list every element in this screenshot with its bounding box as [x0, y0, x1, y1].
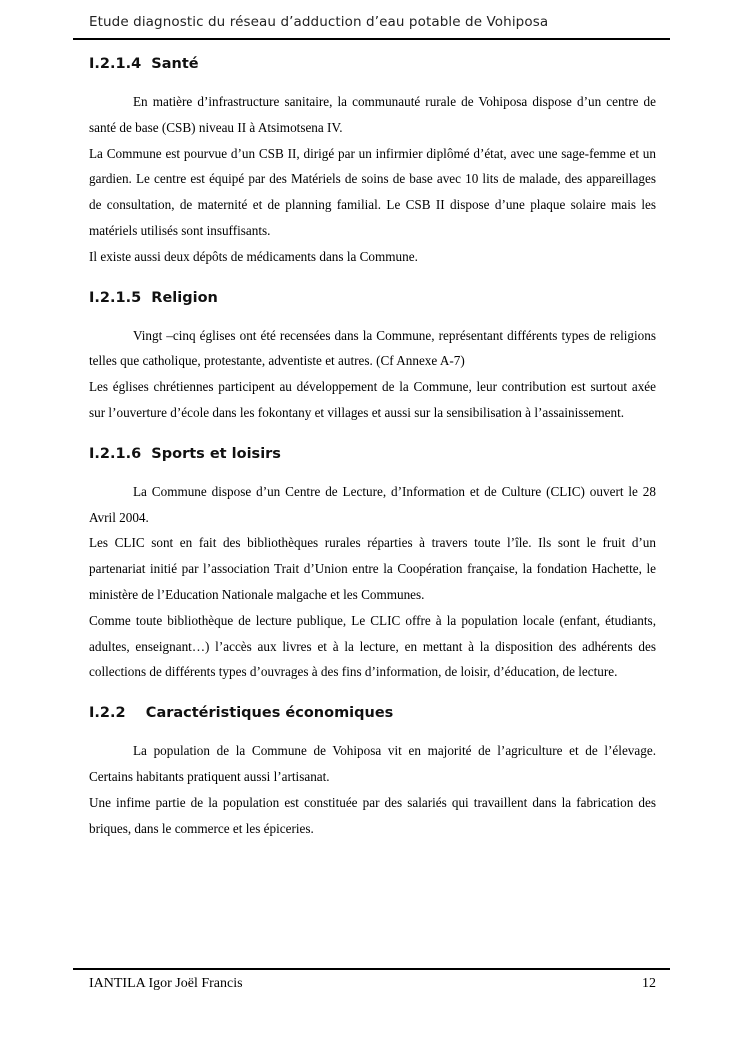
page-body: [89, 52, 656, 841]
section-heading-economie: [89, 701, 656, 729]
paragraph: Il existe aussi deux dépôts de médicaments dans la Commune.: [89, 248, 418, 264]
section-number: I.2.1.5: [89, 289, 142, 306]
paragraph: Les églises chrétiennes participent au développement de la Commune, leur contribution est surtout axée sur l’ouverture d’école dans les fokontany et villages et aussi sur la sensibilisation à l’assainissement.: [89, 379, 656, 420]
paragraph: La Commune dispose d’un Centre de Lecture, d’Information et de Culture (CLIC) ouvert le 28 Avril 2004.: [89, 483, 656, 525]
paragraph: Vingt –cinq églises ont été recensées dans la Commune, représentant différents types de religions telles que catholique, protestante, adventiste et autres. (Cf Annexe A-7): [89, 327, 656, 369]
paragraph: En matière d’infrastructure sanitaire, la communauté rurale de Vohiposa dispose d’un centre de santé de base (CSB) niveau II à Atsimotsena IV.: [89, 94, 656, 135]
section-heading-religion: [89, 286, 656, 314]
header-rule: [73, 38, 670, 40]
section-title: Sports et loisirs: [151, 445, 281, 462]
section-title: Religion: [151, 289, 218, 306]
footer-rule: [73, 968, 670, 970]
section-heading-sante: [89, 52, 656, 80]
paragraph: Une infime partie de la population est constituée par des salariés qui travaillent dans la fabrication des briques, dans le commerce et les épiceries.: [89, 794, 656, 836]
footer-author: IANTILA Igor Joël Francis: [89, 976, 243, 991]
section-number: I.2.1.4: [89, 56, 142, 72]
running-header: Etude diagnostic du réseau d’adduction d’eau potable de Vohiposa: [89, 14, 549, 30]
paragraph: Comme toute bibliothèque de lecture publique, Le CLIC offre à la population locale (enfant, étudiants, adultes, enseignant…) l’accès aux livres et à la lecture, en mettant à la disposition des adhérents des collections de différents types d’ouvrages à des fins d’information, de loisir, d’éducation, de lecture.: [89, 612, 656, 680]
paragraph: La population de la Commune de Vohiposa vit en majorité de l’agriculture et de l’élevage. Certains habitants pratiquent aussi l’artisanat.: [89, 743, 656, 784]
section-heading-sports: [89, 442, 656, 470]
section-title: Santé: [151, 56, 199, 72]
section-title: Caractéristiques économiques: [145, 705, 394, 722]
section-number: I.2.2: [89, 705, 126, 722]
paragraph: Les CLIC sont en fait des bibliothèques rurales réparties à travers toute l’île. Ils sont le fruit d’un partenariat initié par l’association Trait d’Union entre la Coopération française, la fondation Hachette, le ministère de l’Education Nationale malgache et les Communes.: [89, 535, 656, 602]
section-number: I.2.1.6: [89, 445, 142, 462]
paragraph: La Commune est pourvue d’un CSB II, dirigé par un infirmier diplômé d’état, avec une sage-femme et un gardien. Le centre est équipé par des Matériels de soins de base avec 10 lits de malade, des appareillages de consultation, de maternité et de planning familial. Le CSB II dispose d’une plaque solaire mais les matériels utilisés sont insuffisants.: [89, 145, 656, 238]
page-number: 12: [642, 976, 656, 991]
